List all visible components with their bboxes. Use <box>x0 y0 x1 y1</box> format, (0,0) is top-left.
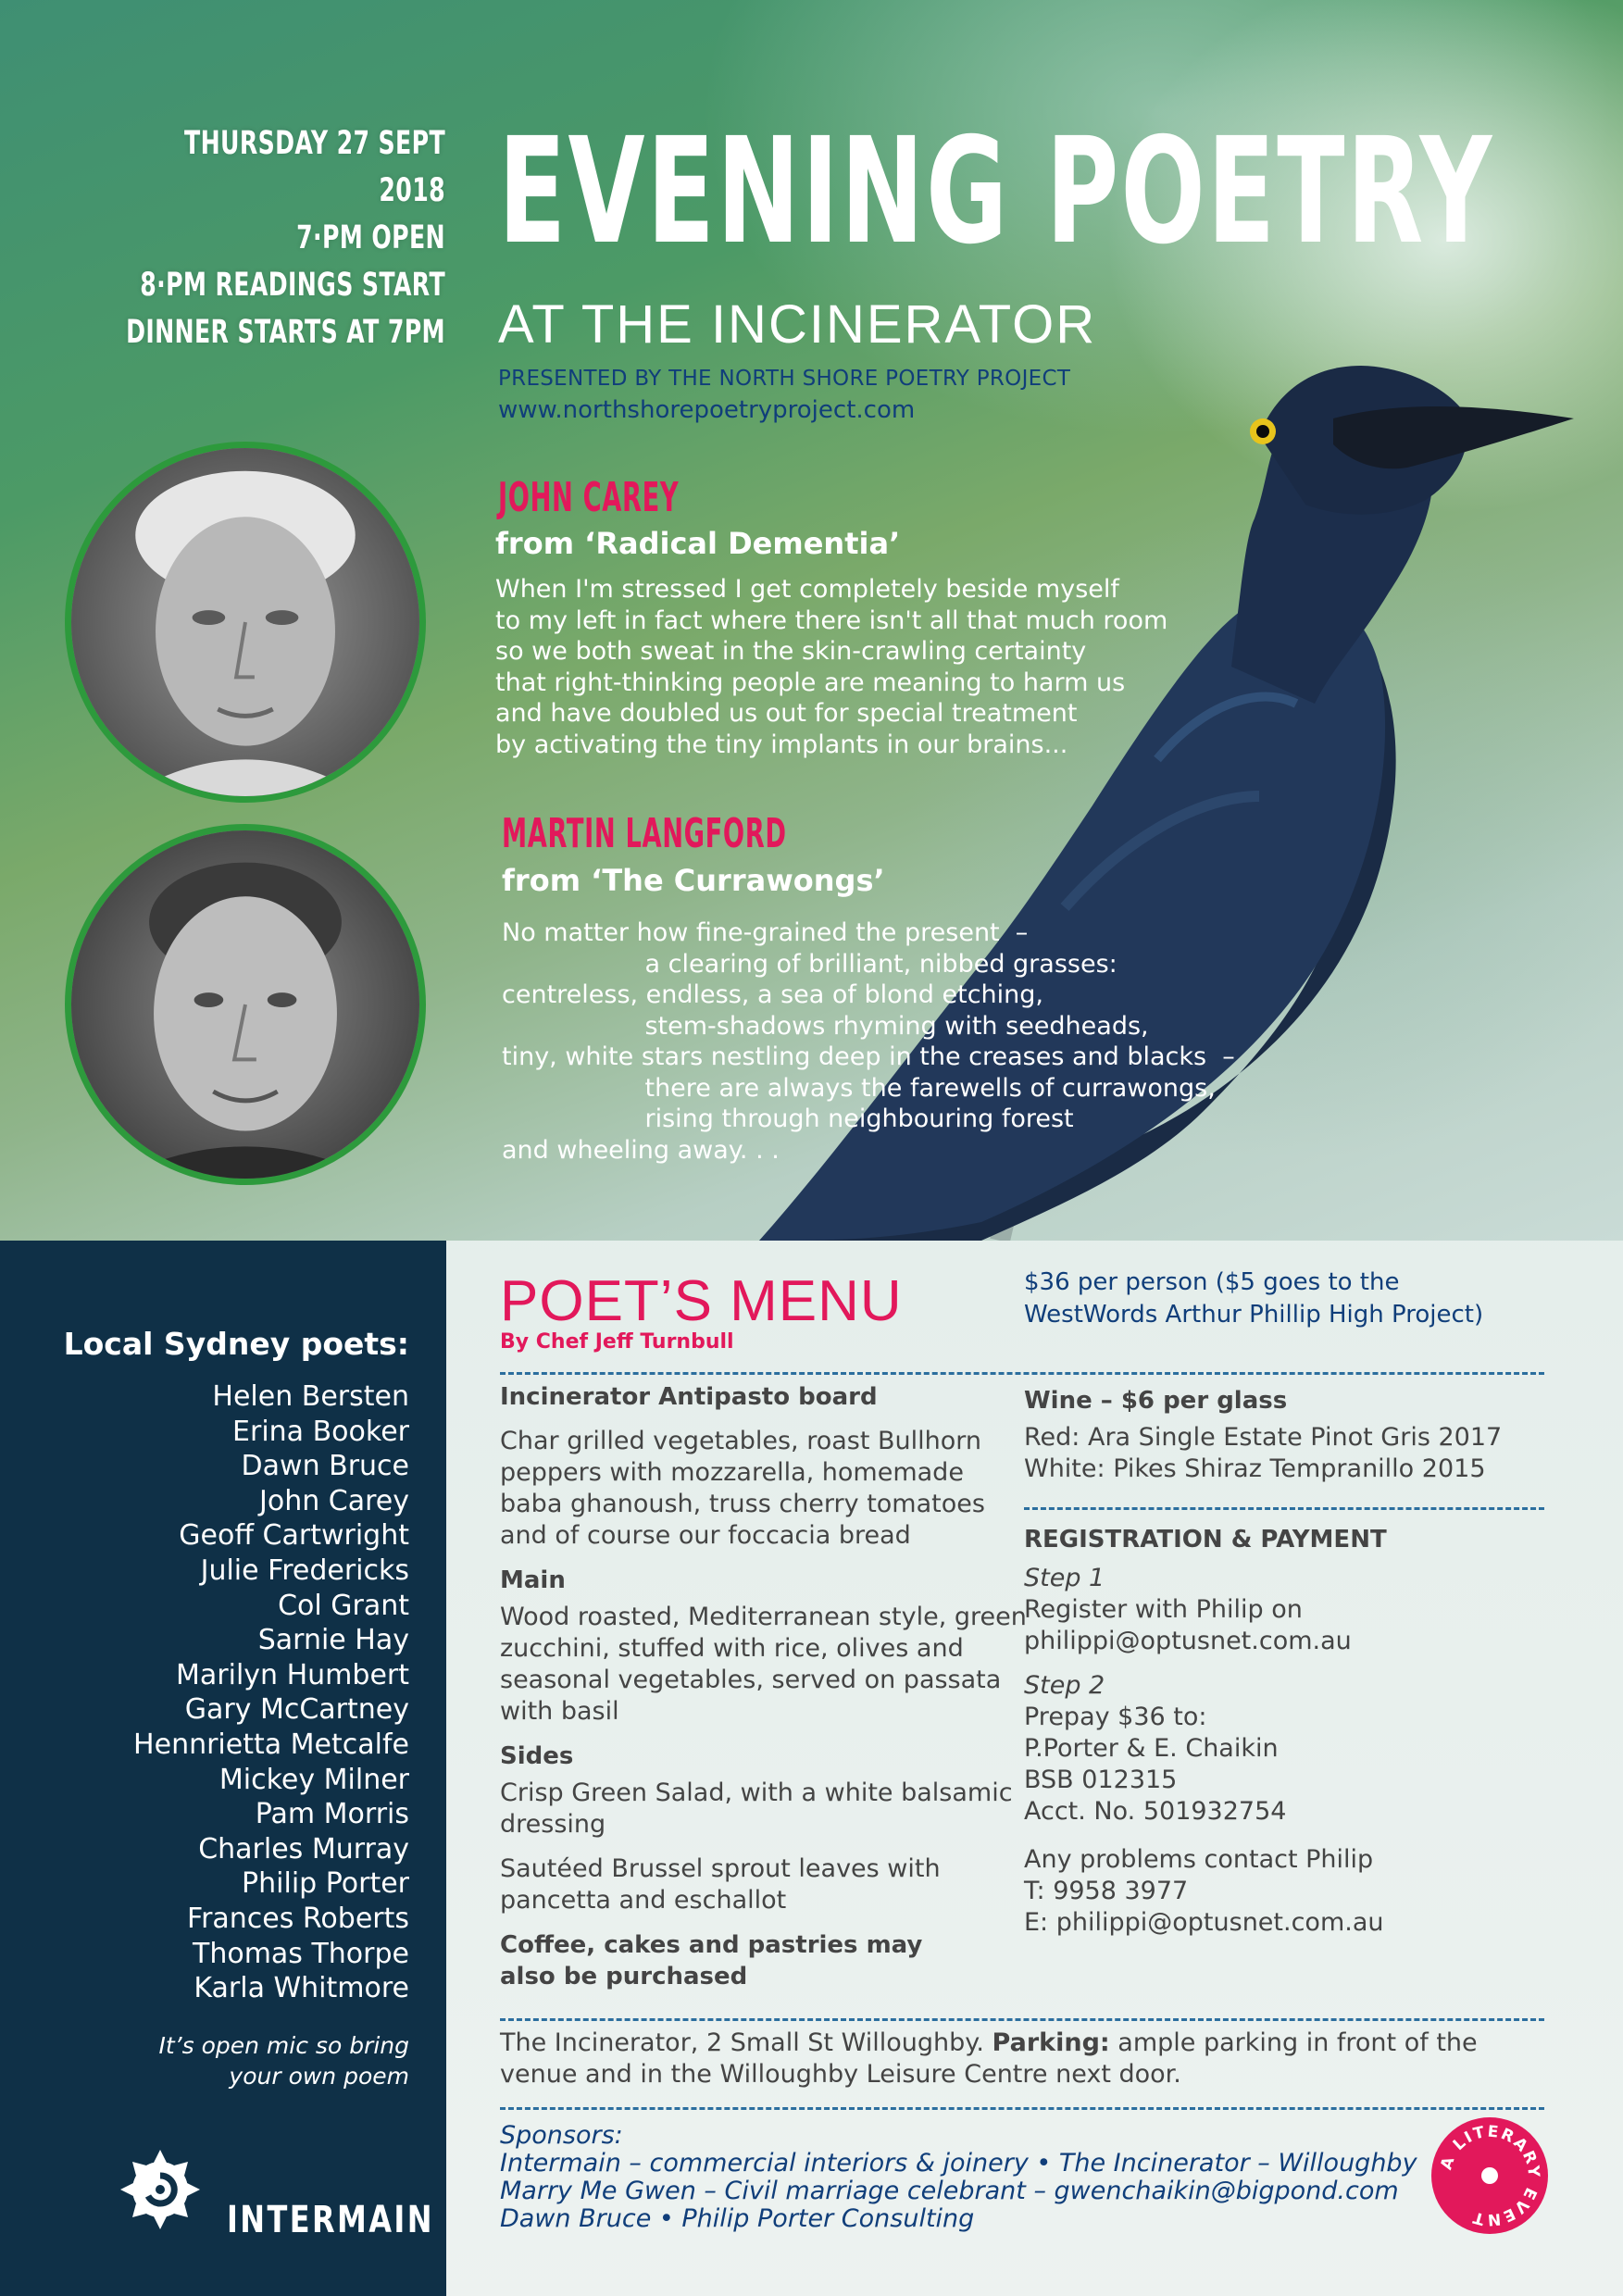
poem-excerpt-the-currawongs: No matter how fine-grained the present – a clearing of brilliant, nibbed grasses: centreless, endless, a sea of blond etching, stem-shadows rhyming with seedheads, tiny, white stars nestling deep in the creases and blacks – there are always the farewells of currawongs, rising through neighbouring forest and wheeling away. . . <box>502 918 1235 1165</box>
badge-text: A LITERARY EVENT <box>1437 2122 1543 2229</box>
registration-heading: REGISTRATION & PAYMENT <box>1024 1526 1387 1554</box>
local-poet-name: Karla Whitmore <box>194 1972 409 2005</box>
registration-step-1-label: Step 1 <box>1024 1564 1105 1592</box>
wine-red: Red: Ara Single Estate Pinot Gris 2017 <box>1024 1423 1503 1452</box>
contact-text: Any problems contact Philip <box>1024 1845 1374 1874</box>
local-poet-name: Frances Roberts <box>187 1902 409 1935</box>
menu-section-heading: Sides <box>500 1742 574 1770</box>
menu-section-text: Wood roasted, Mediterranean style, green zucchini, stuffed with rice, olives and seasonal vegetables, served on passata with basil <box>500 1603 1027 1726</box>
local-poet-name: Charles Murray <box>198 1832 409 1866</box>
local-poet-name: Geoff Cartwright <box>179 1519 409 1553</box>
poem-excerpt-radical-dementia: When I'm stressed I get completely beside myself to my left in fact where there isn't all that much room so we both sweat in the skin-crawling certainty that right-thinking people are meaning to harm us and have doubled us out for special treatment by activating the tiny implants in our brains... <box>495 575 1168 759</box>
local-poet-name: Thomas Thorpe <box>193 1937 409 1970</box>
menu-section-text: Crisp Green Salad, with a white balsamic dressing <box>500 1778 1013 1839</box>
local-poet-name: Julie Fredericks <box>200 1554 409 1587</box>
website-link[interactable]: www.northshorepoetryproject.com <box>498 396 916 424</box>
venue-address: The Incinerator, 2 Small St Willoughby. <box>500 2028 993 2057</box>
sponsors-line: Intermain – commercial interiors & joinery • The Incinerator – Willoughby <box>500 2149 1417 2177</box>
local-poet-name: Philip Porter <box>242 1867 409 1901</box>
local-poet-name: Erina Booker <box>232 1415 409 1448</box>
registration-step-2-text: Prepay $36 to: <box>1024 1703 1207 1731</box>
contact-phone: T: 9958 3977 <box>1024 1877 1189 1905</box>
parking-details: ample parking in front of the venue and in the Willoughby Leisure Centre next door. <box>500 2028 1478 2089</box>
readings-start-time: 8·PM READINGS START <box>140 267 445 304</box>
event-date: THURSDAY 27 SEPT 2018 <box>184 125 445 209</box>
local-poet-name: Dawn Bruce <box>241 1450 409 1483</box>
local-poet-name: John Carey <box>259 1484 409 1517</box>
intermain-saw-icon <box>119 2148 202 2231</box>
literary-event-badge <box>1429 2115 1550 2236</box>
wine-heading: Wine – $6 per glass <box>1024 1387 1288 1415</box>
venue-details <box>500 2028 1537 2090</box>
open-mic-note <box>159 2030 410 2091</box>
sponsors-line: Marry Me Gwen – Civil marriage celebrant – gwenchaikin@bigpond.com <box>500 2177 1399 2205</box>
presented-by: PRESENTED BY THE NORTH SHORE POETRY PROJECT <box>498 367 1071 391</box>
parking-label: Parking: <box>992 2028 1110 2057</box>
local-poets-heading: Local Sydney poets: <box>63 1326 409 1362</box>
chef-credit: By Chef Jeff Turnbull <box>500 1330 734 1354</box>
section-divider <box>500 2107 1544 2110</box>
sponsors-label: Sponsors: <box>500 2121 623 2150</box>
event-title: EVENING POETRY <box>498 106 1494 277</box>
local-poet-name: Hennrietta Metcalfe <box>133 1728 409 1761</box>
sponsors-block <box>500 2122 1417 2233</box>
local-poet-name: Mickey Milner <box>218 1763 409 1796</box>
local-poets-list <box>133 1379 409 2006</box>
local-poets-panel <box>0 1241 446 2296</box>
martin-langford-portrait <box>65 824 426 1185</box>
coffee-note-line: also be purchased <box>500 1963 748 1990</box>
sponsors-line: Dawn Bruce • Philip Porter Consulting <box>500 2204 975 2233</box>
menu-section-heading: Main <box>500 1566 566 1594</box>
bsb-number: BSB 012315 <box>1024 1766 1178 1794</box>
contact-email[interactable]: E: philippi@optusnet.com.au <box>1024 1908 1384 1937</box>
man-portrait-icon <box>71 830 419 1179</box>
payee-name: P.Porter & E. Chaikin <box>1024 1734 1279 1763</box>
open-mic-note-line: your own poem <box>229 2063 409 2090</box>
intermain-logo-text: INTERMAIN <box>227 2199 434 2241</box>
poet-name-martin-langford: MARTIN LANGFORD <box>502 810 787 857</box>
local-poet-name: Pam Morris <box>255 1798 409 1831</box>
wine-registration-column <box>1024 1379 1542 1485</box>
wine-white: White: Pikes Shiraz Tempranillo 2015 <box>1024 1454 1486 1483</box>
ticket-price-line: $36 per person ($5 goes to the <box>1024 1268 1400 1296</box>
ticket-price-line: WestWords Arthur Phillip High Project) <box>1024 1301 1484 1329</box>
poets-menu-title: POET’S MENU <box>500 1269 903 1333</box>
local-poet-name: Helen Bersten <box>212 1380 409 1413</box>
local-poet-name: Marilyn Humbert <box>176 1658 409 1691</box>
coffee-note-line: Coffee, cakes and pastries may <box>500 1931 923 1959</box>
john-carey-portrait <box>65 442 426 803</box>
registration-step-2-label: Step 2 <box>1024 1671 1105 1700</box>
registration-section <box>1024 1511 1542 1939</box>
section-divider <box>1024 1507 1544 1510</box>
poet-name-john-carey: JOHN CAREY <box>498 474 680 521</box>
registration-step-1-text: Register with Philip on <box>1024 1595 1303 1624</box>
menu-section-text: Char grilled vegetables, roast Bullhorn peppers with mozzarella, homemade baba ghanoush, truss cherry tomatoes and of course our foccacia bread <box>500 1427 985 1550</box>
local-poet-name: Gary McCartney <box>184 1693 409 1727</box>
event-subtitle: AT THE INCINERATOR <box>498 294 1097 355</box>
open-mic-note-line: It’s open mic so bring <box>158 2032 409 2059</box>
local-poet-name: Col Grant <box>278 1589 409 1622</box>
menu-column <box>500 1370 1028 1992</box>
coffee-note <box>500 1929 1028 1992</box>
dinner-start-time: DINNER STARTS AT 7PM <box>126 314 446 351</box>
man-portrait-icon <box>71 448 419 796</box>
account-number: Acct. No. 501932754 <box>1024 1797 1287 1826</box>
event-times <box>125 120 445 356</box>
menu-section-heading: Incinerator Antipasto board <box>500 1383 878 1411</box>
local-poet-name: Sarnie Hay <box>257 1624 409 1657</box>
menu-section-text: Sautéed Brussel sprout leaves with pancetta and eschallot <box>500 1854 941 1915</box>
registration-email[interactable]: philippi@optusnet.com.au <box>1024 1627 1352 1655</box>
section-divider <box>500 2018 1544 2021</box>
ticket-price <box>1024 1267 1483 1331</box>
poem-title-the-currawongs: from ‘The Currawongs’ <box>502 863 885 898</box>
doors-open-time: 7·PM OPEN <box>296 219 445 256</box>
poem-title-radical-dementia: from ‘Radical Dementia’ <box>495 526 901 561</box>
